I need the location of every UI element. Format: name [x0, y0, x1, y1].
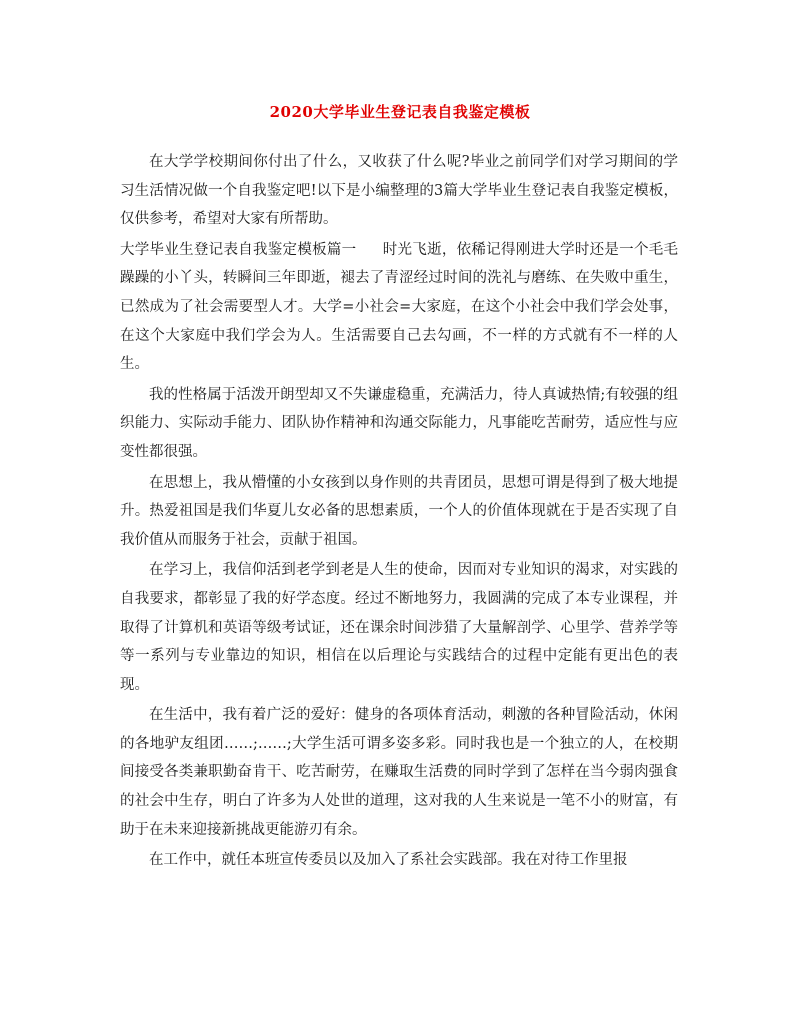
- body-paragraph-life: 在生活中，我有着广泛的爱好：健身的各项体育活动，刺激的各种冒险活动，休闲的各地驴友组团……;……;大学生活可谓多姿多彩。同时我也是一个独立的人，在校期间接受各类兼职勤奋肯干、吃苦耐劳，在赚取生活费的同时学到了怎样在当今弱肉强食的社会中生存，明白了许多为人处世的道理，这对我的人生来说是一笔不小的财富，有助于在未来迎接新挑战更能游刃有余。: [120, 707, 678, 838]
- section-heading: 大学毕业生登记表自我鉴定模板篇一: [120, 241, 357, 258]
- section-paragraph: [120, 236, 678, 379]
- body-paragraph-study: 在学习上，我信仰活到老学到老是人生的使命，因而对专业知识的渴求，对实践的自我要求，都彰显了我的好学态度。经过不断地努力，我圆满的完成了本专业课程，并取得了计算机和英语等级考试证，还在课余时间涉猎了大量解剖学、心里学、营养学等等一系列与专业靠边的知识，相信在以后理论与实践结合的过程中定能有更出色的表现。: [120, 562, 678, 693]
- section-lead: 时光飞逝，依稀记得刚进大学时还是一个毛毛躁躁的小丫头，转瞬间三年即逝，褪去了青涩经过时间的洗礼与磨练、在失败中重生，已然成为了社会需要型人才。大学=小社会=大家庭，在这个小社会中我们学会处事，在这个大家庭中我们学会为人。生活需要自己去勾画，不一样的方式就有不一样的人生。: [120, 241, 679, 373]
- body-paragraph-work: 在工作中，就任本班宣传委员以及加入了系社会实践部。我在对待工作里报: [149, 852, 628, 869]
- document-title: 2020大学毕业生登记表自我鉴定模板: [269, 103, 531, 121]
- document-body: [120, 148, 678, 877]
- body-paragraph-thought: 在思想上，我从懵懂的小女孩到以身作则的共青团员，思想可谓是得到了极大地提升。热爱祖国是我们华夏儿女必备的思想素质，一个人的价值体现就在于是否实现了自我价值从而服务于社会，贡献于祖国。: [120, 474, 678, 548]
- intro-paragraph: 在大学学校期间你付出了什么，又收获了什么呢?毕业之前同学们对学习期间的学习生活情况做一个自我鉴定吧!以下是小编整理的3篇大学毕业生登记表自我鉴定模板，仅供参考，希望对大家有所帮助。: [120, 154, 678, 228]
- body-paragraph-personality: 我的性格属于活泼开朗型却又不失谦虚稳重，充满活力，待人真诚热情;有较强的组织能力、实际动手能力、团队协作精神和沟通交际能力，凡事能吃苦耐劳，适应性与应变性都很强。: [120, 386, 678, 460]
